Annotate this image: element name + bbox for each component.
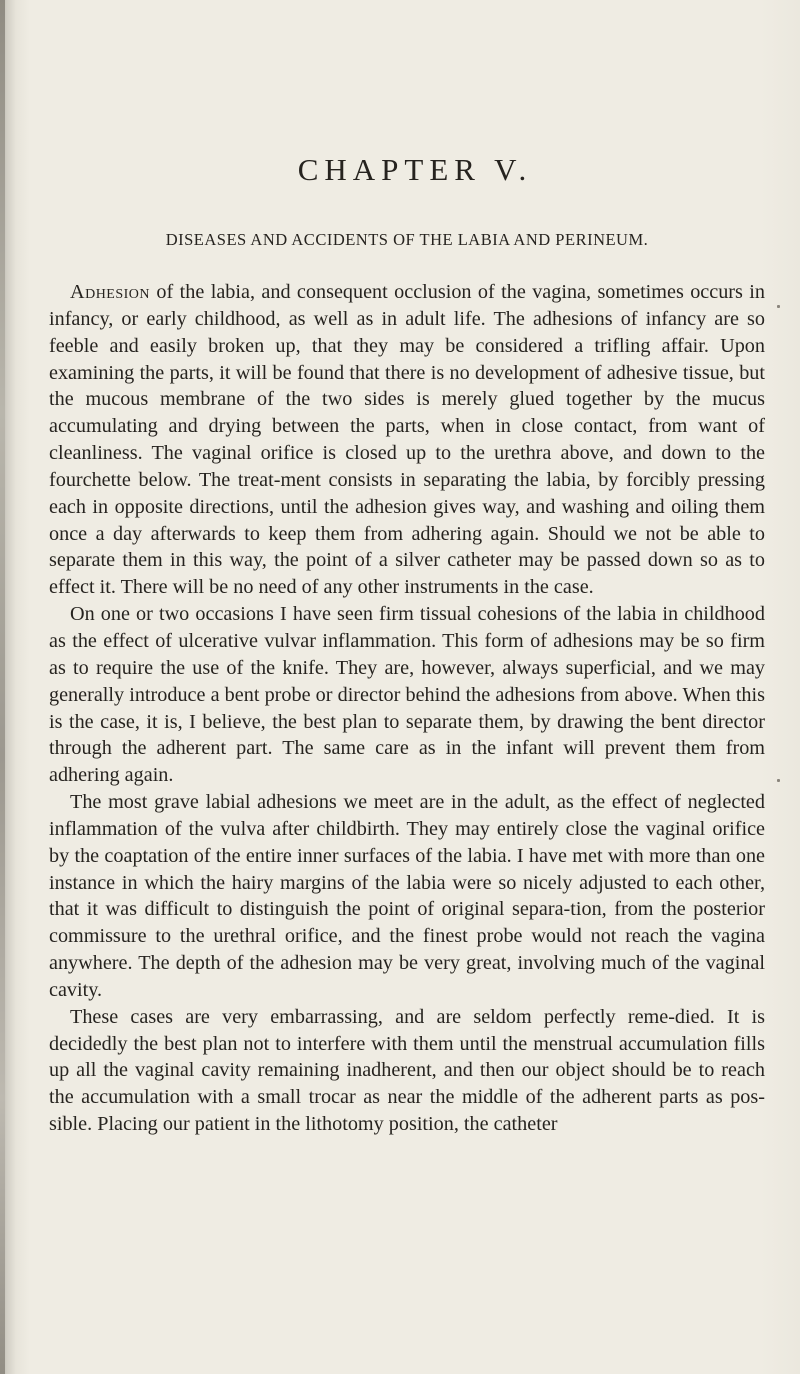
paragraph-text: of the labia, and consequent occlusion of the vagina, sometimes occurs in infancy, or early childhood, as well as in adult life. The adhesions of infancy are so feeble and easily broken up, that they may be considered a trifling affair. Upon examining the parts, it will be found that there is no development of adhesive tissue, but the mucous membrane of the two sides is merely glued together by the mucus accumulating and drying between the parts, when in close contact, from want of cleanliness. The vaginal orifice is closed up to the urethra above, and down to the fourchette below. The treat-ment consists in separating the labia, by forcibly pressing each in opposite directions, until the adhesion gives way, and washing and oiling them once a day afterwards to keep them from adhering again. Should we not be able to separate them in this way, the point of a silver catheter may be passed down so as to effect it. There will be no need of any other instruments in the case. [49,281,765,599]
paragraph-3 [49,789,765,1004]
paragraph-1 [49,279,765,601]
paragraph-text: The most grave labial adhesions we meet are in the adult, as the effect of neglected inflammation of the vulva after childbirth. They may entirely close the vaginal orifice by the coaptation of the entire inner surfaces of the labia. I have met with more than one instance in which the hairy margins of the labia were so nicely adjusted to each other, that it was difficult to distinguish the point of original separa-tion, from the posterior commissure to the urethral orifice, and the finest probe would not reach the vagina anywhere. The depth of the adhesion may be very great, involving much of the vaginal cavity. [49,791,765,1001]
book-gutter-shadow [0,0,5,1374]
margin-speck [777,305,780,308]
book-page [49,0,765,1374]
chapter-title: CHAPTER V. [297,152,533,187]
paragraph-lead-word: Adhesion [70,281,151,303]
margin-speck [777,779,780,782]
body-text [49,279,765,1138]
paragraph-2 [49,601,765,789]
paragraph-text: On one or two occasions I have seen firm tissual cohesions of the labia in childhood as the effect of ulcerative vulvar inflammation. This form of adhesions may be so firm as to require the use of the knife. They are, however, always superficial, and we may generally introduce a bent probe or director behind the adhesions from above. When this is the case, it is, I believe, the best plan to separate them, by drawing the bent director through the adherent part. The same care as in the infant will prevent them from adhering again. [49,603,765,787]
chapter-subtitle: DISEASES AND ACCIDENTS OF THE LABIA AND PERINEUM. [165,230,649,249]
paragraph-4 [49,1004,765,1138]
paragraph-text: These cases are very embarrassing, and are seldom perfectly reme-died. It is decidedly the best plan not to interfere with them until the menstrual accumulation fills up all the vaginal cavity remaining inadherent, and then our object should be to reach the accumulation with a small trocar as near the middle of the adherent parts as pos-sible. Placing our patient in the lithotomy position, the catheter [49,1005,765,1136]
